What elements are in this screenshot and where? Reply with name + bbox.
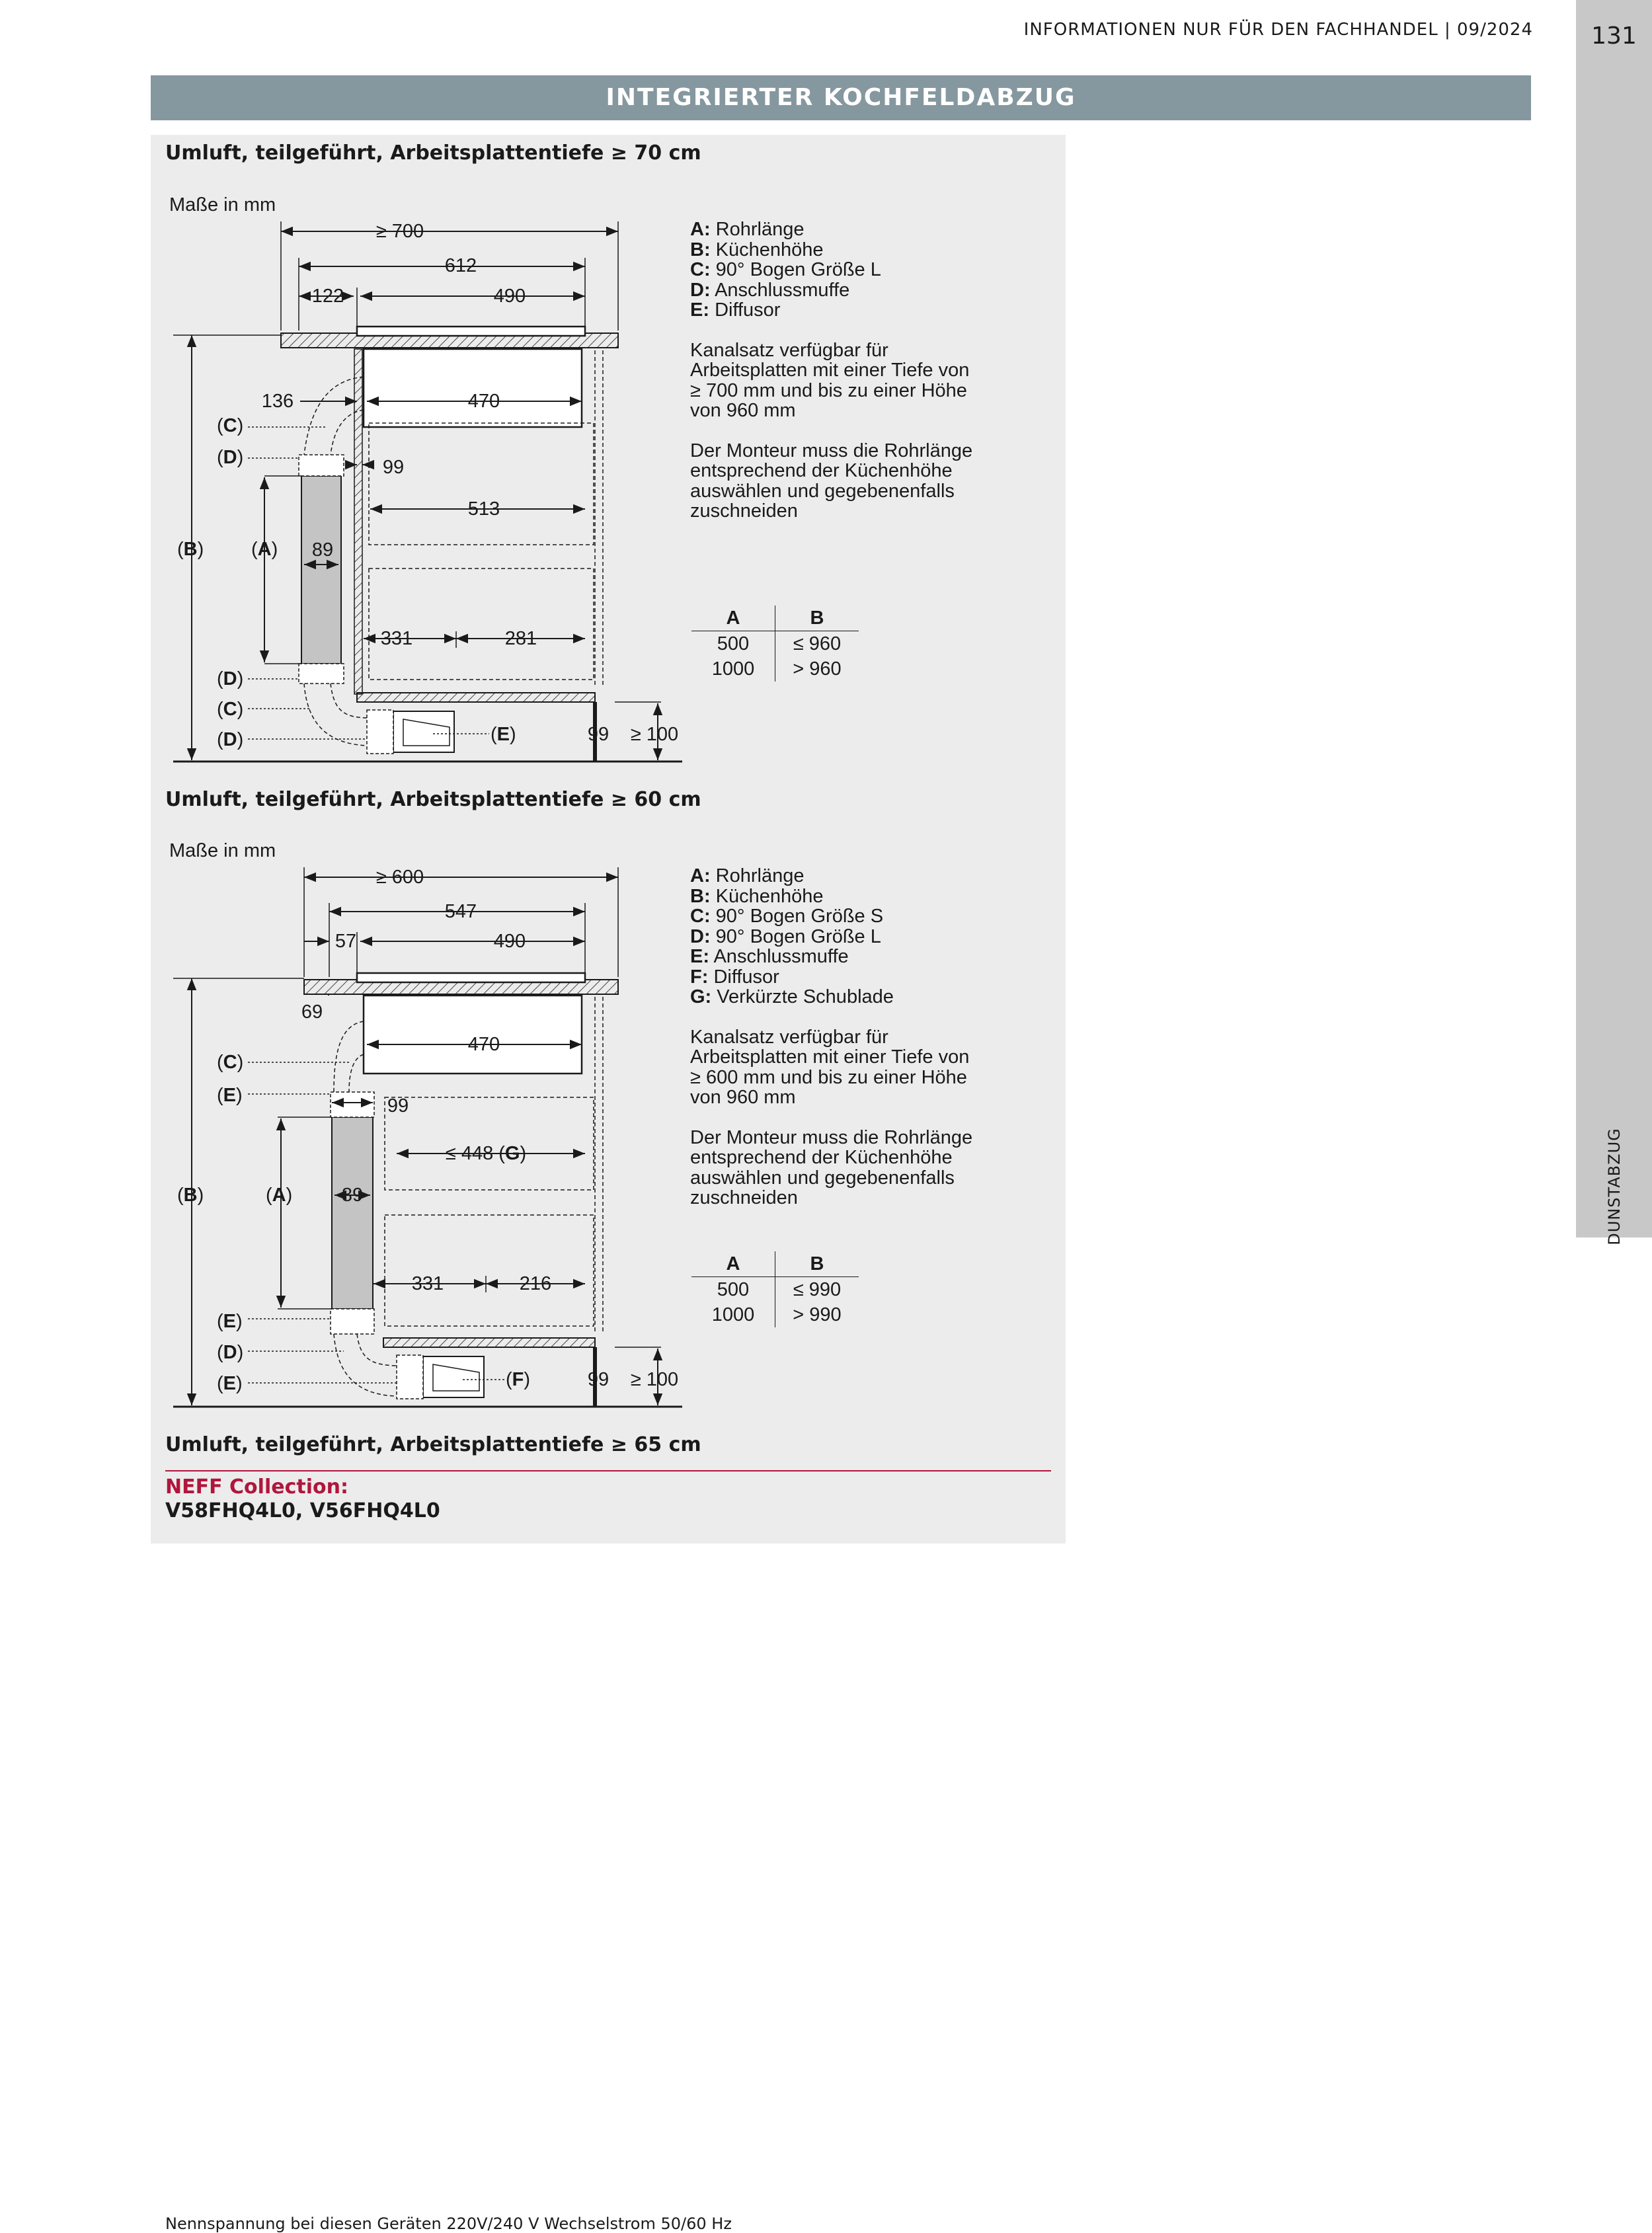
- note-line: auswählen und gegebenenfalls: [690, 480, 955, 502]
- d2-dim-89: 89: [341, 1185, 364, 1206]
- d1-label-d1: (D): [217, 447, 244, 468]
- d2-dim-490: 490: [493, 931, 526, 952]
- d1-dim-89: 89: [311, 539, 334, 561]
- note-line: entsprechend der Küchenhöhe: [690, 1147, 953, 1168]
- d1-label-b: (B): [177, 539, 204, 560]
- d2-dim-overall: ≥ 600: [375, 867, 424, 888]
- legend-item: D: Anschlussmuffe: [690, 279, 850, 301]
- d2-unit-label: Maße in mm: [169, 840, 276, 861]
- d1-dim-513: 513: [467, 498, 500, 520]
- table-header: B: [810, 1253, 824, 1274]
- table-cell: > 990: [793, 1304, 842, 1325]
- d2-label-b: (B): [177, 1185, 204, 1206]
- side-label: DUNSTABZUG: [1605, 1128, 1624, 1245]
- d2-label-d: (D): [217, 1342, 244, 1363]
- d2-dim-216: 216: [519, 1273, 552, 1294]
- legend-item: C: 90° Bogen Größe S: [690, 906, 884, 927]
- d1-dim-122: 122: [311, 286, 344, 307]
- d2-label-f: (F): [506, 1369, 531, 1390]
- note-line: ≥ 700 mm und bis zu einer Höhe: [690, 379, 967, 401]
- d1-dim-136: 136: [261, 391, 294, 412]
- legend-item: C: 90° Bogen Größe L: [690, 259, 881, 280]
- d2-label-e2: (E): [217, 1311, 243, 1332]
- section2-title: Umluft, teilgeführt, Arbeitsplattentiefe ≥ 60 cm: [165, 788, 701, 811]
- note-line: auswählen und gegebenenfalls: [690, 1167, 955, 1189]
- page-number: 131: [1591, 22, 1637, 50]
- d1-label-d2: (D): [217, 668, 244, 689]
- note-line: Kanalsatz verfügbar für: [690, 339, 888, 361]
- note-line: Der Monteur muss die Rohrlänge: [690, 1126, 973, 1148]
- table-header: A: [691, 1251, 775, 1277]
- legend-item: B: Küchenhöhe: [690, 239, 824, 260]
- d1-label-c2: (C): [217, 699, 244, 720]
- diagram1: [173, 221, 682, 762]
- table-row: [691, 1302, 859, 1327]
- d1-label-d3: (D): [217, 729, 244, 750]
- d1-label-a: (A): [251, 539, 278, 560]
- d1-label-c1: (C): [217, 415, 244, 436]
- table-row: [691, 656, 859, 682]
- note-line: Der Monteur muss die Rohrlänge: [690, 440, 973, 461]
- d2-dim-69: 69: [301, 1001, 323, 1023]
- table-cell: ≤ 960: [793, 633, 842, 654]
- legend-item: D: 90° Bogen Größe L: [690, 925, 881, 947]
- table-header: B: [810, 607, 824, 629]
- table-cell: 1000: [691, 656, 775, 682]
- d1-dim-overall: ≥ 700: [375, 221, 424, 242]
- d2-dim-448: ≤ 448 (G): [445, 1143, 527, 1164]
- note-line: entsprechend der Küchenhöhe: [690, 460, 953, 481]
- diagram1-text: [169, 194, 678, 750]
- note-line: von 960 mm: [690, 400, 796, 421]
- note-line: von 960 mm: [690, 1087, 796, 1108]
- d2-dim-100: ≥ 100: [630, 1369, 679, 1390]
- note-line: ≥ 600 mm und bis zu einer Höhe: [690, 1066, 967, 1088]
- legend-item: B: Küchenhöhe: [690, 885, 824, 907]
- diagram2-text: [169, 840, 678, 1394]
- table-cell: ≤ 990: [793, 1278, 842, 1300]
- table-cell: 1000: [691, 1302, 775, 1327]
- section1-ab-table: [691, 606, 859, 682]
- section2-ab-table: [691, 1251, 859, 1327]
- legend-item: E: Anschlussmuffe: [690, 946, 849, 967]
- d2-label-c: (C): [217, 1052, 244, 1073]
- table-header: A: [691, 606, 775, 631]
- page-title: INTEGRIERTER KOCHFELDABZUG: [151, 75, 1531, 120]
- legend-item: F: Diffusor: [690, 966, 779, 988]
- section1-legend: [690, 219, 1060, 522]
- note-line: zuschneiden: [690, 500, 798, 522]
- note-line: Arbeitsplatten mit einer Tiefe von: [690, 1046, 970, 1068]
- d1-dim-612: 612: [444, 255, 477, 276]
- neff-collection-title: NEFF Collection:: [165, 1475, 348, 1499]
- table-cell: 500: [691, 631, 775, 657]
- diagram2: [173, 867, 682, 1407]
- header-info: INFORMATIONEN NUR FÜR DEN FACHHANDEL | 09/2024: [1023, 20, 1533, 40]
- note-line: Kanalsatz verfügbar für: [690, 1026, 888, 1048]
- d1-dim-281: 281: [504, 628, 537, 649]
- note-line: zuschneiden: [690, 1187, 798, 1208]
- table-cell: 500: [691, 1277, 775, 1303]
- d1-dim-331: 331: [380, 628, 413, 649]
- legend-item: A: Rohrlänge: [690, 865, 805, 886]
- section3-title: Umluft, teilgeführt, Arbeitsplattentiefe ≥ 65 cm: [165, 1433, 701, 1456]
- d2-dim-547: 547: [444, 901, 477, 922]
- note-line: Arbeitsplatten mit einer Tiefe von: [690, 360, 970, 381]
- d2-dim-99b: 99: [587, 1369, 610, 1390]
- d1-unit-label: Maße in mm: [169, 194, 276, 215]
- legend-item: A: Rohrlänge: [690, 219, 805, 240]
- d1-dim-99: 99: [382, 457, 405, 478]
- d2-label-e1: (E): [217, 1085, 243, 1106]
- legend-item: G: Verkürzte Schublade: [690, 986, 894, 1007]
- section1-title: Umluft, teilgeführt, Arbeitsplattentiefe ≥ 70 cm: [165, 141, 701, 165]
- d1-label-e: (E): [491, 724, 516, 745]
- d2-dim-99: 99: [387, 1095, 409, 1116]
- table-row: [691, 1277, 859, 1303]
- footer-note: Nennspannung bei diesen Geräten 220V/240 V Wechselstrom 50/60 Hz: [165, 2214, 732, 2233]
- d1-dim-99b: 99: [587, 724, 610, 745]
- d2-dim-57: 57: [334, 931, 357, 952]
- table-cell: > 960: [793, 658, 842, 680]
- neff-models: V58FHQ4L0, V56FHQ4L0: [165, 1499, 440, 1522]
- d2-label-e3: (E): [217, 1373, 243, 1394]
- table-row: [691, 631, 859, 657]
- d1-dim-490: 490: [493, 286, 526, 307]
- d2-label-a: (A): [266, 1185, 293, 1206]
- d1-dim-470: 470: [467, 391, 500, 412]
- legend-item: E: Diffusor: [690, 299, 781, 321]
- d2-dim-331: 331: [411, 1273, 444, 1294]
- section2-legend: [690, 866, 1060, 1208]
- d1-dim-100: ≥ 100: [630, 724, 679, 745]
- d2-dim-470: 470: [467, 1034, 500, 1055]
